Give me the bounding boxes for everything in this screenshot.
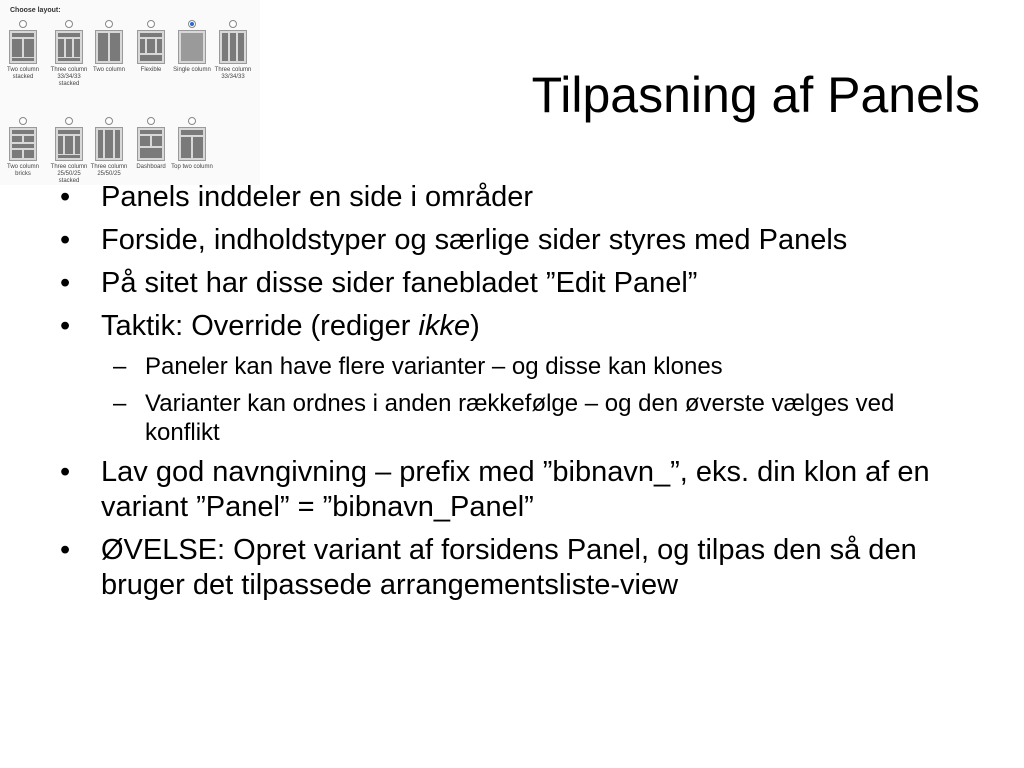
layout-option-two-column — [88, 20, 130, 74]
layout-option-top-two-column — [171, 117, 213, 171]
radio-icon — [147, 117, 155, 125]
layout-option-label: Single column — [173, 67, 211, 73]
layout-option-label: Three column 25/50/25 stacked — [50, 164, 88, 184]
bullet-item: • Forside, indholdstyper og særlige sider styres med Panels — [60, 223, 960, 258]
radio-icon — [147, 20, 155, 28]
radio-icon — [229, 20, 237, 28]
layout-option-two-column-stacked — [2, 20, 44, 81]
bullet-item: • På sitet har disse sider fanebladet ”Edit Panel” — [60, 266, 960, 301]
layout-option-label: Two column stacked — [6, 67, 39, 80]
layout-thumbnail — [55, 127, 83, 161]
layout-thumbnail — [55, 30, 83, 64]
layout-option-single-column — [171, 20, 213, 74]
layout-option-label: Three column 33/34/33 — [214, 67, 252, 80]
layout-chooser-image — [0, 0, 260, 185]
slide-title: Tilpasning af Panels — [531, 67, 980, 123]
bullet-item: • Lav god navngivning – prefix med ”bibnavn_”, eks. din klon af en variant ”Panel” = ”bibnavn_Panel” — [60, 455, 960, 525]
radio-icon — [188, 117, 196, 125]
layout-option-label: Three column 33/34/33 stacked — [50, 67, 88, 87]
layout-thumbnail — [95, 30, 123, 64]
layout-option-label: Two column bricks — [6, 164, 39, 177]
chooser-heading: Choose layout: — [10, 7, 61, 14]
layout-option-label: Two column — [92, 67, 125, 73]
layout-option-two-column-bricks — [2, 117, 44, 178]
layout-thumbnail — [137, 127, 165, 161]
bullet-list — [60, 180, 960, 611]
layout-thumbnail — [219, 30, 247, 64]
radio-icon — [19, 20, 27, 28]
layout-thumbnail — [95, 127, 123, 161]
layout-thumbnail — [178, 127, 206, 161]
bullet-text: ) — [470, 310, 480, 342]
layout-option-label: Flexible — [140, 67, 162, 73]
radio-icon — [65, 117, 73, 125]
layout-option-flexible — [130, 20, 172, 74]
layout-thumbnail — [9, 30, 37, 64]
bullet-item — [60, 309, 960, 344]
layout-option-three-column — [212, 20, 254, 81]
bullet-item: • ØVELSE: Opret variant af forsidens Panel, og tilpas den så den bruger det tilpassede arrangementsliste-view — [60, 533, 960, 603]
radio-icon — [19, 117, 27, 125]
radio-icon — [105, 20, 113, 28]
layout-thumbnail — [178, 30, 206, 64]
sub-bullet-item: – Paneler kan have flere varianter – og disse kan klones — [113, 352, 960, 381]
layout-thumbnail — [137, 30, 165, 64]
bullet-item: • Panels inddeler en side i områder — [60, 180, 960, 215]
italic-text: ikke — [418, 310, 471, 342]
layout-option-label: Top two column — [171, 164, 213, 170]
layout-option-three-column-stacked — [48, 20, 90, 88]
radio-icon — [65, 20, 73, 28]
sub-bullet-item: – Varianter kan ordnes i anden rækkefølge – og den øverste vælges ved konflikt — [113, 389, 960, 447]
layout-thumbnail — [9, 127, 37, 161]
layout-option-label: Dashboard — [136, 164, 166, 170]
layout-option-three-column-25-stacked — [48, 117, 90, 185]
radio-icon — [105, 117, 113, 125]
layout-option-label: Three column 25/50/25 — [90, 164, 128, 177]
layout-option-three-column-25 — [88, 117, 130, 178]
layout-option-dashboard — [130, 117, 172, 171]
radio-selected-icon — [188, 20, 196, 28]
bullet-text: Taktik: Override (rediger — [101, 310, 419, 342]
